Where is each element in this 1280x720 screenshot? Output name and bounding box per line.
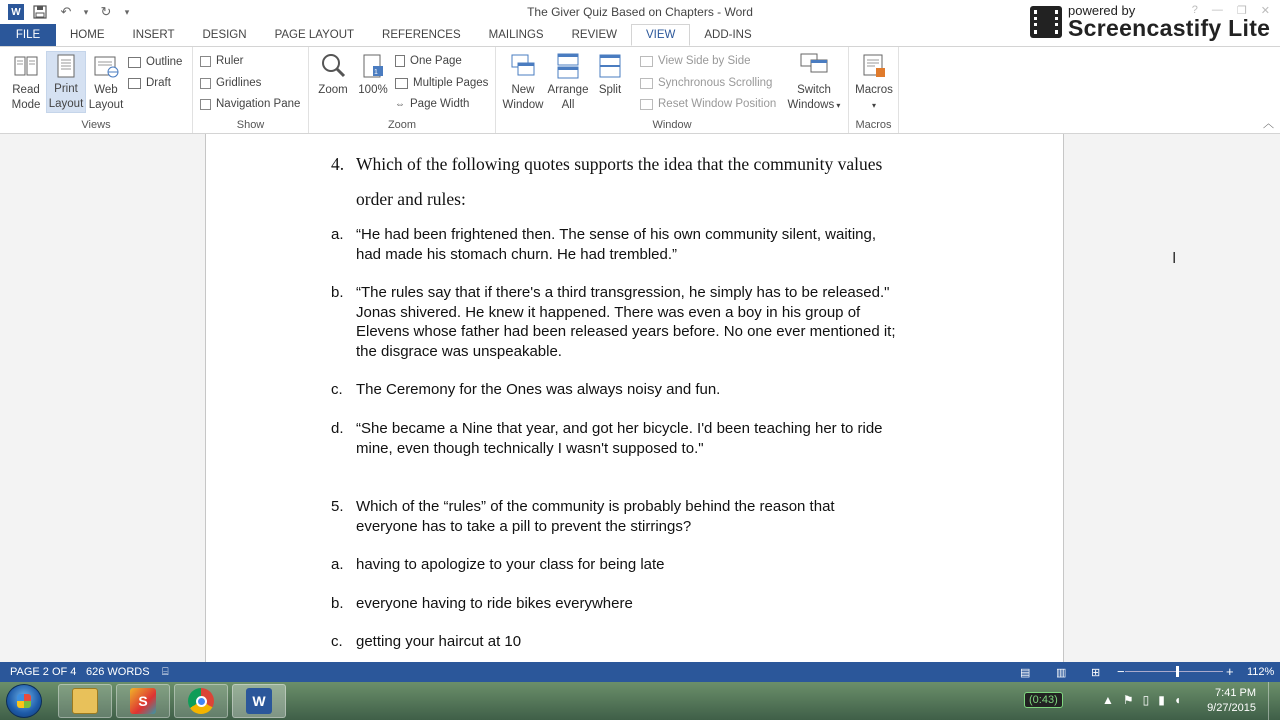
arrange-all-label-2: All	[561, 99, 575, 111]
option-letter: a.	[331, 556, 344, 573]
zoom-level[interactable]: 112%	[1247, 666, 1275, 678]
option-letter: a.	[331, 226, 344, 243]
multiple-pages-button[interactable]	[395, 74, 488, 92]
reset-window-position-label: Reset Window Position	[658, 98, 777, 110]
navigation-pane-checkbox[interactable]	[200, 95, 300, 113]
option-5a	[331, 555, 991, 575]
taskbar-slides-app[interactable]	[116, 684, 170, 718]
taskbar-chrome[interactable]	[174, 684, 228, 718]
switch-windows-label-2: Windows	[787, 99, 835, 111]
clock-time: 7:41 PM	[1215, 687, 1256, 699]
action-center-flag-icon[interactable]: ⚑	[1122, 693, 1134, 707]
text-cursor-icon: Ι	[1172, 250, 1177, 267]
zoom-out-button[interactable]: −	[1117, 664, 1125, 679]
ruler-checkbox[interactable]	[200, 52, 243, 70]
tab-mailings[interactable]: MAILINGS	[488, 29, 544, 41]
ruler-check-icon	[200, 56, 211, 67]
question-4	[331, 147, 991, 217]
question-text-line: everyone has to take a pill to prevent the stirrings?	[356, 517, 692, 535]
word-icon: W	[246, 688, 272, 714]
option-5c	[331, 632, 991, 652]
option-text-line: “He had been frightened then. The sense of his own community silent, waiting,	[356, 226, 877, 243]
option-text-line: The Ceremony for the Ones was always noisy and fun.	[356, 381, 721, 398]
chrome-icon	[188, 688, 214, 714]
magnifier-icon	[318, 51, 348, 81]
close-icon[interactable]: ✕	[1260, 5, 1270, 17]
question-text-line: Which of the “rules” of the community is probably behind the reason that	[356, 498, 835, 515]
show-desktop-button[interactable]	[1268, 682, 1280, 720]
svg-text:1: 1	[374, 69, 378, 76]
word-logo-icon: W	[8, 4, 24, 20]
web-layout-view-icon[interactable]: ⊞	[1091, 667, 1101, 679]
macros-group	[849, 47, 899, 133]
read-mode-icon	[11, 51, 41, 81]
question-text-line: Which of the following quotes supports the idea that the community values	[356, 154, 883, 174]
tray-icons	[1102, 693, 1181, 707]
option-letter: b.	[331, 284, 344, 301]
taskbar-word[interactable]	[232, 684, 286, 718]
read-mode-label-1: Read	[12, 84, 40, 96]
system-clock[interactable]	[1207, 686, 1256, 716]
option-4c	[331, 380, 991, 400]
window-group	[496, 47, 849, 133]
clock-date: 9/27/2015	[1207, 702, 1256, 714]
option-text-line: the disgrace was unspeakable.	[356, 342, 562, 360]
print-layout-label-2: Layout	[48, 98, 84, 110]
zoom-group-label: Zoom	[387, 119, 417, 131]
recording-timer[interactable]: (0:43)	[1024, 692, 1063, 708]
page-width-icon: ⇔	[395, 98, 405, 110]
tab-home[interactable]: HOME	[70, 29, 105, 41]
tab-design[interactable]: DESIGN	[202, 29, 247, 41]
views-group	[0, 47, 193, 133]
window-title: The Giver Quiz Based on Chapters - Word	[527, 5, 753, 19]
web-layout-icon	[91, 51, 121, 81]
page-width-button[interactable]	[395, 95, 469, 113]
network-icon[interactable]: ▮	[1158, 693, 1165, 707]
synchronous-scrolling-button[interactable]	[640, 74, 772, 92]
draft-label: Draft	[146, 77, 171, 89]
redo-icon[interactable]: ↻	[100, 4, 112, 19]
read-mode-button[interactable]	[6, 51, 46, 113]
new-window-icon	[508, 51, 538, 81]
document-page[interactable]	[205, 134, 1064, 662]
web-layout-button[interactable]	[86, 51, 126, 113]
tab-view[interactable]: VIEW	[631, 24, 690, 46]
question-number: 5.	[331, 498, 344, 515]
option-text-line: mine, even though technically I wasn't supposed to."	[356, 439, 704, 457]
zoom-button[interactable]	[313, 51, 353, 113]
customize-qat-icon[interactable]: ▾	[124, 6, 130, 17]
one-page-label: One Page	[410, 55, 462, 67]
print-layout-view-icon[interactable]: ▥	[1056, 667, 1067, 679]
view-side-by-side-button[interactable]	[640, 52, 750, 70]
question-text-line: order and rules:	[356, 189, 466, 209]
option-4b	[331, 283, 991, 363]
reset-position-icon	[640, 99, 653, 110]
option-text-line: everyone having to ride bikes everywhere	[356, 595, 633, 612]
one-page-icon	[395, 55, 405, 67]
tab-page-layout[interactable]: PAGE LAYOUT	[274, 29, 355, 41]
gridlines-check-icon	[200, 78, 211, 89]
read-mode-label-2: Mode	[11, 99, 41, 111]
tab-file[interactable]: FILE	[0, 24, 56, 46]
system-tray	[1010, 682, 1280, 720]
ribbon-tabs	[0, 24, 1280, 46]
proofing-icon[interactable]: ⌸	[162, 666, 169, 678]
tab-insert[interactable]: INSERT	[132, 29, 175, 41]
slides-app-icon: S	[130, 688, 156, 714]
show-group-label: Show	[236, 119, 265, 131]
option-letter: c.	[331, 633, 343, 650]
macros-group-label: Macros	[855, 119, 892, 131]
zoom-slider[interactable]	[1125, 671, 1223, 672]
one-page-button[interactable]	[395, 52, 462, 70]
question-5	[331, 497, 991, 537]
web-layout-label-2: Layout	[88, 99, 124, 111]
collapse-ribbon-icon[interactable]: ︿	[1263, 118, 1274, 130]
reset-window-position-button[interactable]	[640, 95, 776, 113]
option-text-line: having to apologize to your class for being late	[356, 556, 665, 573]
restore-icon[interactable]: ❐	[1236, 5, 1247, 17]
outline-button[interactable]	[128, 53, 182, 71]
option-4d	[331, 419, 991, 459]
macros-dropdown-icon: ▾	[871, 101, 876, 110]
new-window-button[interactable]	[502, 51, 544, 113]
gridlines-label: Gridlines	[216, 77, 262, 89]
option-text-line: Jonas shivered. He knew it happened. There was even a boy in his group of	[356, 303, 861, 321]
split-label: Split	[598, 84, 622, 96]
multiple-pages-label: Multiple Pages	[413, 77, 489, 89]
arrange-all-icon	[553, 51, 583, 81]
option-letter: c.	[331, 381, 343, 398]
window-group-label: Window	[652, 119, 692, 131]
undo-dropdown-icon[interactable]: ▾	[83, 6, 89, 17]
switch-windows-label-1: Switch	[797, 84, 831, 96]
zoom-100-button[interactable]	[353, 51, 393, 113]
ruler-label: Ruler	[216, 55, 244, 67]
zoom-100-icon	[358, 51, 388, 81]
macros-button[interactable]	[853, 51, 895, 113]
folder-icon	[72, 688, 98, 714]
draft-button[interactable]	[128, 74, 171, 92]
navigation-pane-check-icon	[200, 99, 211, 110]
read-mode-view-icon[interactable]: ▤	[1020, 667, 1031, 679]
option-text-line: getting your haircut at 10	[356, 633, 522, 650]
option-4a	[331, 225, 991, 265]
outline-icon	[128, 57, 141, 68]
help-icon[interactable]: ?	[1191, 4, 1198, 16]
ribbon	[0, 46, 1280, 134]
web-layout-label-1: Web	[94, 84, 118, 96]
status-bar	[0, 662, 1280, 682]
option-letter: b.	[331, 595, 344, 612]
zoom-100-label: 100%	[358, 84, 388, 96]
zoom-slider-thumb[interactable]	[1176, 666, 1179, 677]
tab-add-ins[interactable]: ADD-INS	[704, 29, 752, 41]
macros-icon	[859, 51, 889, 81]
page-count[interactable]: PAGE 2 OF 4	[10, 666, 77, 678]
show-group	[193, 47, 309, 133]
split-button[interactable]	[590, 51, 630, 113]
volume-icon[interactable]: ◖	[1173, 693, 1182, 707]
gridlines-checkbox[interactable]	[200, 74, 261, 92]
new-window-label-2: Window	[502, 99, 544, 111]
navigation-pane-label: Navigation Pane	[216, 98, 301, 110]
word-count[interactable]: 626 WORDS	[86, 666, 150, 678]
macros-label: Macros	[855, 84, 893, 96]
minimize-icon[interactable]: —	[1211, 4, 1223, 16]
page-width-label: Page Width	[410, 98, 470, 110]
question-number: 4.	[331, 154, 345, 174]
undo-icon[interactable]: ↶	[60, 4, 72, 19]
document-area[interactable]	[0, 134, 1280, 662]
outline-label: Outline	[146, 56, 183, 68]
draft-icon	[128, 78, 141, 89]
screencastify-name: Screencastify Lite	[1068, 15, 1271, 41]
switch-windows-button[interactable]	[786, 51, 842, 113]
view-side-by-side-label: View Side by Side	[658, 55, 751, 67]
new-window-label-1: New	[511, 84, 535, 96]
show-hidden-icons-icon[interactable]: ▲	[1102, 693, 1114, 707]
powered-by-text: powered by	[1068, 3, 1136, 18]
print-layout-icon	[51, 52, 81, 80]
switch-windows-dropdown-icon: ▾	[834, 101, 841, 110]
sync-scroll-icon	[640, 78, 653, 89]
option-letter: d.	[331, 420, 344, 437]
zoom-label: Zoom	[318, 84, 348, 96]
taskbar	[0, 682, 1280, 720]
option-text-line: Elevens whose father had been released years before. No one ever mentioned it;	[356, 323, 896, 340]
split-icon	[595, 51, 625, 81]
arrange-all-button[interactable]	[548, 51, 588, 113]
start-button-icon[interactable]	[6, 684, 42, 718]
battery-icon[interactable]: ▯	[1142, 693, 1150, 707]
taskbar-file-explorer[interactable]	[58, 684, 112, 718]
tab-review[interactable]: REVIEW	[571, 29, 617, 41]
option-text-line: had made his stomach churn. He had trembled.”	[356, 245, 677, 263]
print-layout-label-1: Print	[54, 83, 78, 95]
views-group-label: Views	[81, 119, 111, 131]
option-text-line: “She became a Nine that year, and got her bicycle. I'd been teaching her to ride	[356, 420, 883, 437]
option-5b	[331, 594, 991, 614]
arrange-all-label-1: Arrange	[547, 84, 589, 96]
synchronous-scrolling-label: Synchronous Scrolling	[658, 77, 773, 89]
side-by-side-icon	[640, 56, 653, 67]
print-layout-button[interactable]	[46, 51, 86, 113]
option-text-line: “The rules say that if there's a third transgression, he simply has to be released."	[356, 284, 890, 301]
tab-references[interactable]: REFERENCES	[382, 29, 461, 41]
zoom-in-button[interactable]: +	[1226, 664, 1234, 679]
zoom-group	[309, 47, 496, 133]
multiple-pages-icon	[395, 78, 408, 89]
switch-windows-icon	[799, 51, 829, 81]
